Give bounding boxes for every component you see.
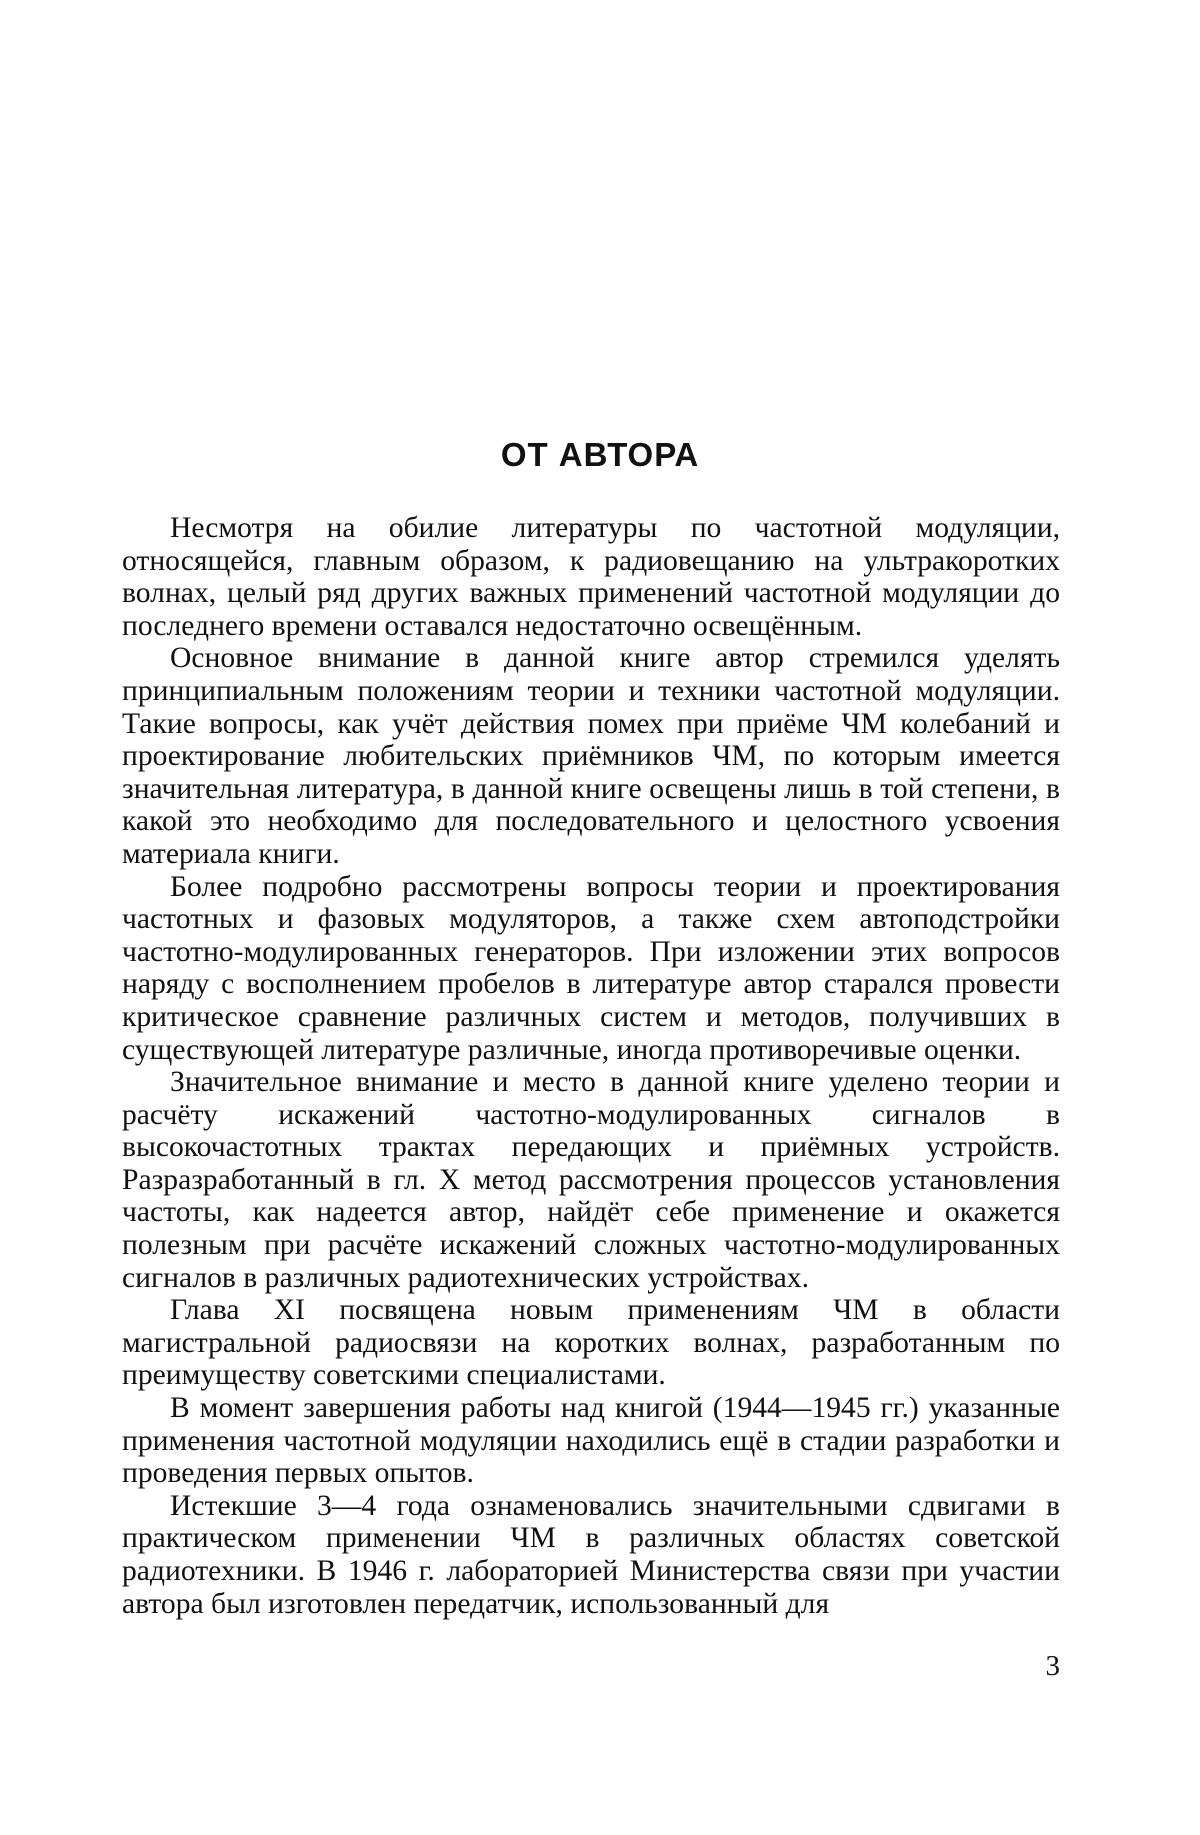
page-title: ОТ АВТОРА xyxy=(500,436,700,473)
paragraph-3: Более подробно рассмотрены вопросы теории и проектирования частотных и фазовых модуляторов, а также схем автоподстройки частотно-модулированных генераторов. При изложении этих вопросов наряду с восполнением пробелов в литературе автор старался провести критическое сравнение различных систем и методов, получивших в существующей литературе различные, иногда противоречивые оценки. xyxy=(122,870,1060,1066)
paragraph-4: Значительное внимание и место в данной книге уделено теории и расчёту искажений частотно-модулированных сигналов в высокочастотных трактах передающих и приёмных устройств. Разразработанный в гл. X метод рассмотрения процессов установления частоты, как надеется автор, найдёт себе применение и окажется полезным при расчёте искажений сложных частотно-модулированных сигналов в различных радиотехнических устройствах. xyxy=(122,1066,1060,1294)
paragraph-7: Истекшие 3—4 года ознаменовались значительными сдвигами в практическом применении ЧМ в различных областях советской радиотехники. В 1946 г. лабораторией Министерства связи при участии автора был изготовлен передатчик, использованный для xyxy=(122,1489,1060,1620)
paragraph-1: Несмотря на обилие литературы по частотной модуляции, относящейся, главным образом, к радиовещанию на ультракоротких волнах, целый ряд других важных применений частотной модуляции до последнего времени оставался недостаточно освещённым. xyxy=(122,512,1060,642)
body-text xyxy=(122,512,1060,1620)
paragraph-6: В момент завершения работы над книгой (1944—1945 гг.) указанные применения частотной модуляции находились ещё в стадии разработки и проведения первых опытов. xyxy=(122,1392,1060,1490)
paragraph-2: Основное внимание в данной книге автор стремился уделять принципиальным положениям теории и техники частотной модуляции. Такие вопросы, как учёт действия помех при приёме ЧМ колебаний и проектирование любительских приёмников ЧМ, по которым имеется значительная литература, в данной книге освещены лишь в той степени, в какой это необходимо для последовательного и целостного усвоения материала книги. xyxy=(122,642,1060,870)
page-number: 3 xyxy=(1045,1650,1060,1682)
paragraph-5: Глава XI посвящена новым применениям ЧМ в области магистральной радиосвязи на коротких волнах, разработанным по преимуществу советскими специалистами. xyxy=(122,1294,1060,1392)
